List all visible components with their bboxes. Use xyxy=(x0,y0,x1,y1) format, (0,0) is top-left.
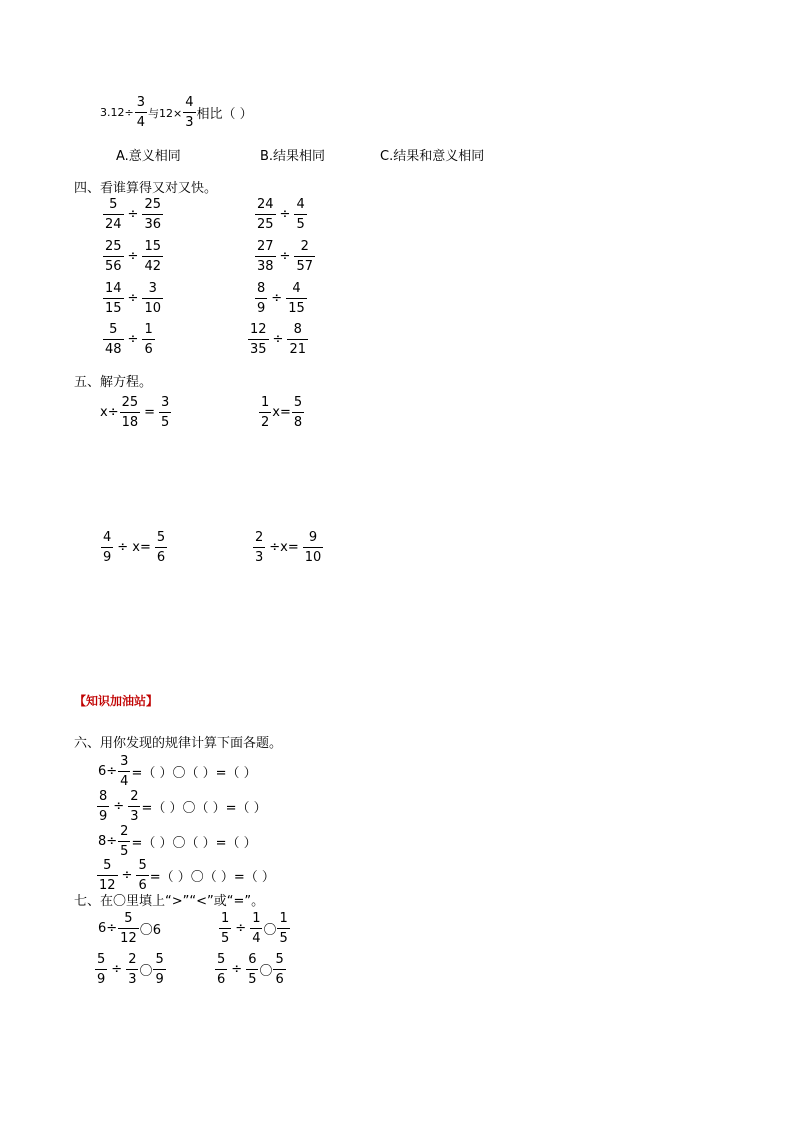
denominator: 9 xyxy=(97,806,109,823)
fraction xyxy=(136,859,148,892)
numerator: 1 xyxy=(144,322,153,337)
denominator: 6 xyxy=(215,969,227,986)
numerator: 1 xyxy=(252,911,261,926)
fraction xyxy=(248,323,269,356)
numerator: 3 xyxy=(120,754,129,769)
fraction xyxy=(142,323,154,356)
numerator: 5 xyxy=(217,952,226,967)
denominator: 5 xyxy=(118,841,130,858)
denominator: 6 xyxy=(142,339,154,356)
expression-text: 〇6 xyxy=(139,923,161,938)
expression-text: ÷ xyxy=(113,799,125,814)
fraction xyxy=(103,198,124,231)
fraction xyxy=(135,96,147,129)
numerator: 5 xyxy=(124,911,133,926)
fraction xyxy=(255,282,267,315)
numerator: 2 xyxy=(120,824,129,839)
section-7-title: 七、在〇里填上“>”“<”或“=”。 xyxy=(74,894,265,909)
numerator: 2 xyxy=(128,952,137,967)
denominator: 4 xyxy=(135,112,147,129)
equation-1 xyxy=(100,396,172,429)
expression-text: ÷ xyxy=(121,868,133,883)
s6-row-4 xyxy=(96,859,275,892)
numerator: 25 xyxy=(105,239,122,254)
denominator: 9 xyxy=(101,547,113,564)
expression-text: ÷ xyxy=(127,249,139,264)
fraction xyxy=(219,912,231,945)
expression-text: =（ ）〇（ ）=（ ） xyxy=(141,801,267,816)
fraction xyxy=(103,323,124,356)
fraction xyxy=(97,859,118,892)
numerator: 12 xyxy=(250,322,267,337)
fraction xyxy=(142,282,163,315)
denominator: 6 xyxy=(273,969,285,986)
numerator: 1 xyxy=(261,395,270,410)
fraction xyxy=(287,323,308,356)
section-6-title: 六、用你发现的规律计算下面各题。 xyxy=(74,736,283,751)
numerator: 5 xyxy=(138,858,147,873)
equation-3 xyxy=(100,531,168,564)
fraction xyxy=(303,531,324,564)
numerator: 4 xyxy=(103,530,112,545)
fraction xyxy=(294,198,306,231)
fraction xyxy=(95,953,107,986)
denominator: 9 xyxy=(153,969,165,986)
q3-option-a[interactable]: A.意义相同 xyxy=(116,149,181,164)
s4-right-expr-2 xyxy=(254,240,316,273)
compare-3 xyxy=(94,953,167,986)
numerator: 5 xyxy=(155,952,164,967)
expression-text: =（ ）〇（ ）=（ ） xyxy=(149,870,275,885)
denominator: 15 xyxy=(103,298,124,315)
expression-text: 6÷ xyxy=(98,921,118,936)
denominator: 3 xyxy=(128,806,140,823)
section-5-title: 五、解方程。 xyxy=(74,375,153,390)
numerator: 8 xyxy=(99,789,108,804)
expression-text: ÷ xyxy=(111,962,123,977)
denominator: 3 xyxy=(126,969,138,986)
fraction xyxy=(118,912,139,945)
denominator: 25 xyxy=(255,214,276,231)
fraction xyxy=(120,396,141,429)
denominator: 15 xyxy=(286,298,307,315)
numerator: 2 xyxy=(130,789,139,804)
denominator: 9 xyxy=(255,298,267,315)
numerator: 1 xyxy=(221,911,230,926)
denominator: 10 xyxy=(142,298,163,315)
fraction xyxy=(246,953,258,986)
equation-2 xyxy=(258,396,305,429)
fraction xyxy=(294,240,315,273)
numerator: 5 xyxy=(156,530,166,545)
numerator: 5 xyxy=(109,197,118,212)
q3-expression xyxy=(100,96,253,129)
denominator: 5 xyxy=(159,412,171,429)
q3-suffix: 相比（ ） xyxy=(196,107,253,122)
s4-right-expr-3 xyxy=(254,282,308,315)
expression-text: ÷ xyxy=(271,291,283,306)
denominator: 42 xyxy=(142,256,163,273)
expression-text: = xyxy=(144,405,156,420)
denominator: 56 xyxy=(103,256,124,273)
knowledge-tip-label: 【知识加油站】 xyxy=(74,694,159,708)
denominator: 21 xyxy=(287,339,308,356)
fraction xyxy=(277,912,289,945)
compare-2 xyxy=(218,912,291,945)
s6-row-2 xyxy=(96,790,267,823)
fraction xyxy=(118,825,130,858)
numerator: 4 xyxy=(185,95,194,110)
equation-4 xyxy=(252,531,324,564)
expression-text: ÷ xyxy=(231,962,243,977)
fraction xyxy=(101,531,113,564)
fraction xyxy=(255,198,276,231)
section-4-title: 四、看谁算得又对又快。 xyxy=(74,181,218,196)
numerator: 8 xyxy=(293,322,302,337)
q3-option-b[interactable]: B.结果相同 xyxy=(260,149,326,164)
q3-option-c[interactable]: C.结果和意义相同 xyxy=(380,149,485,164)
fraction xyxy=(159,396,171,429)
s4-left-expr-3 xyxy=(102,282,164,315)
fraction xyxy=(215,953,227,986)
denominator: 2 xyxy=(259,412,271,429)
denominator: 57 xyxy=(294,256,315,273)
expression-text: ÷ xyxy=(279,249,291,264)
numerator: 25 xyxy=(121,395,139,410)
numerator: 6 xyxy=(248,952,257,967)
denominator: 3 xyxy=(183,112,195,129)
fraction xyxy=(253,531,265,564)
fraction xyxy=(259,396,271,429)
fraction xyxy=(250,912,262,945)
numerator: 5 xyxy=(275,952,284,967)
fraction xyxy=(103,240,124,273)
fraction xyxy=(97,790,109,823)
fraction xyxy=(142,198,163,231)
compare-1 xyxy=(98,912,161,945)
expression-text: =（ ）〇（ ）=（ ） xyxy=(131,766,257,781)
s4-right-expr-4 xyxy=(247,323,309,356)
q3-mid: 与12× xyxy=(148,106,183,120)
expression-text: 〇 xyxy=(139,964,153,979)
fraction xyxy=(286,282,307,315)
numerator: 1 xyxy=(279,911,288,926)
denominator: 4 xyxy=(118,771,130,788)
denominator: 5 xyxy=(277,928,289,945)
fraction xyxy=(155,531,167,564)
fraction xyxy=(126,953,138,986)
denominator: 9 xyxy=(95,969,107,986)
expression-text: 8÷ xyxy=(98,834,118,849)
expression-text: =（ ）〇（ ）=（ ） xyxy=(131,836,257,851)
denominator: 38 xyxy=(255,256,276,273)
expression-text: ÷ xyxy=(235,921,247,936)
numerator: 8 xyxy=(257,281,266,296)
s4-left-expr-4 xyxy=(102,323,156,356)
fraction xyxy=(118,755,130,788)
denominator: 36 xyxy=(142,214,163,231)
s4-right-expr-1 xyxy=(254,198,308,231)
expression-text: ÷ xyxy=(272,332,284,347)
denominator: 6 xyxy=(136,875,148,892)
denominator: 48 xyxy=(103,339,124,356)
numerator: 2 xyxy=(300,239,309,254)
denominator: 12 xyxy=(118,928,139,945)
s4-left-expr-1 xyxy=(102,198,164,231)
s6-row-3 xyxy=(98,825,257,858)
denominator: 4 xyxy=(250,928,262,945)
numerator: 3 xyxy=(148,281,157,296)
denominator: 6 xyxy=(155,547,167,564)
numerator: 3 xyxy=(161,395,170,410)
fraction xyxy=(273,953,285,986)
denominator: 5 xyxy=(246,969,258,986)
expression-text: ÷ xyxy=(279,207,291,222)
denominator: 10 xyxy=(303,547,324,564)
numerator: 14 xyxy=(105,281,122,296)
fraction xyxy=(128,790,140,823)
expression-text: 〇 xyxy=(259,964,273,979)
expression-text: ÷ x= xyxy=(117,540,151,555)
numerator: 3 xyxy=(136,95,145,110)
denominator: 18 xyxy=(120,412,141,429)
fraction xyxy=(153,953,165,986)
numerator: 2 xyxy=(255,530,264,545)
numerator: 5 xyxy=(293,395,303,410)
s6-row-1 xyxy=(98,755,257,788)
q3-prefix: 3.12÷ xyxy=(100,106,134,119)
expression-text: ÷ xyxy=(127,291,139,306)
expression-text: 6÷ xyxy=(98,764,118,779)
numerator: 5 xyxy=(103,858,112,873)
fraction xyxy=(103,282,124,315)
denominator: 24 xyxy=(103,214,124,231)
denominator: 8 xyxy=(292,412,304,429)
denominator: 35 xyxy=(248,339,269,356)
fraction xyxy=(183,96,195,129)
numerator: 15 xyxy=(144,239,161,254)
denominator: 3 xyxy=(253,547,265,564)
denominator: 5 xyxy=(294,214,306,231)
denominator: 12 xyxy=(97,875,118,892)
expression-text: ÷ xyxy=(127,207,139,222)
fraction xyxy=(142,240,163,273)
s4-left-expr-2 xyxy=(102,240,164,273)
expression-text: ÷ xyxy=(127,332,139,347)
expression-text: ÷x= xyxy=(269,540,299,555)
numerator: 24 xyxy=(257,197,274,212)
numerator: 5 xyxy=(109,322,118,337)
fraction xyxy=(292,396,304,429)
numerator: 4 xyxy=(296,197,305,212)
expression-text: 〇 xyxy=(263,923,277,938)
expression-text: x= xyxy=(272,405,291,420)
numerator: 27 xyxy=(257,239,274,254)
compare-4 xyxy=(214,953,287,986)
numerator: 25 xyxy=(144,197,161,212)
numerator: 4 xyxy=(292,281,301,296)
denominator: 5 xyxy=(219,928,231,945)
numerator: 9 xyxy=(308,530,318,545)
expression-text: x÷ xyxy=(100,405,119,420)
numerator: 5 xyxy=(97,952,106,967)
fraction xyxy=(255,240,276,273)
